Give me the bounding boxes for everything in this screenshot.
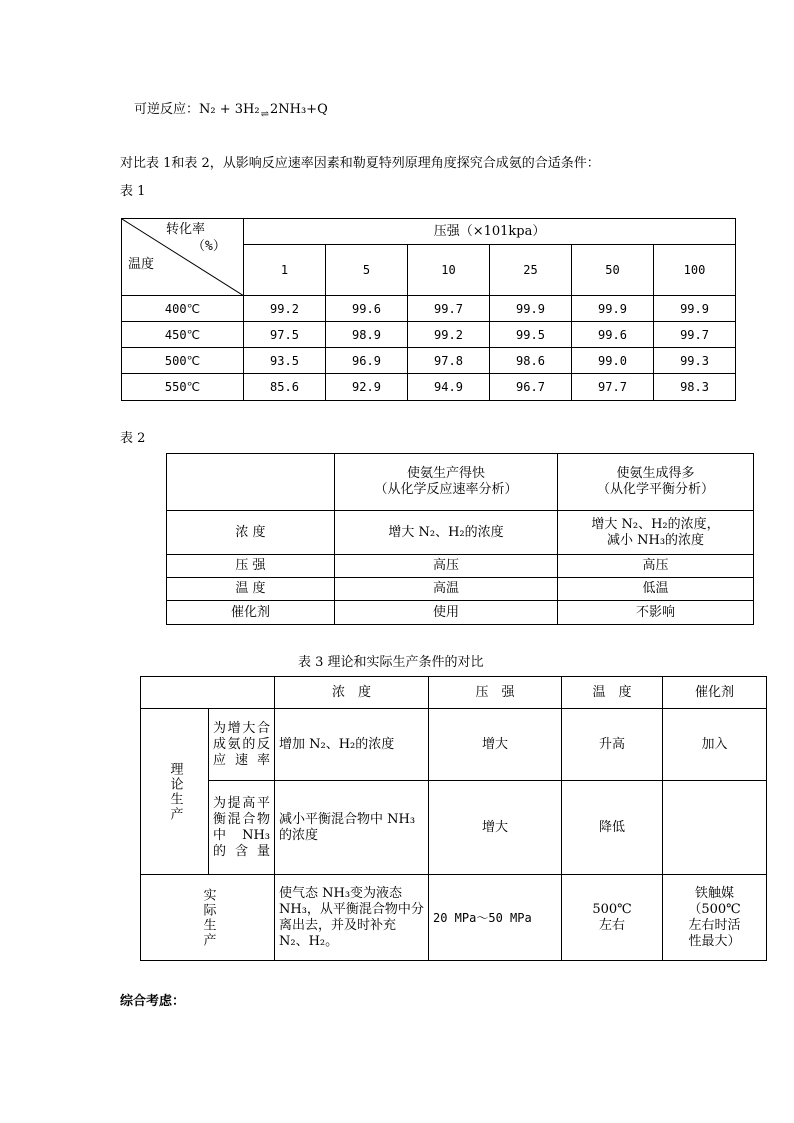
rate-cell: 高压 [335,555,558,578]
eq-cell: 不影响 [558,601,754,625]
table-row [122,296,736,322]
catalyst-line2: （500℃ [688,901,741,917]
catalyst-line4: 性最大） [688,933,741,949]
pressure-cell: 增大 [429,781,562,875]
value-cell: 96.7 [490,374,572,401]
temp-cell: 升高 [562,709,663,781]
table-row [122,322,736,348]
catalyst-cell: 加入 [663,709,767,781]
eq-label: 为提高平衡混合物中 NH₃的含量 [209,781,275,875]
equation-products: 2NH₃+Q [269,102,328,117]
rate-header-line1: 使氨生产得快 [406,466,485,481]
value-cell: 99.6 [572,322,654,348]
eq-header-line2: （从化学平衡分析） [596,482,714,497]
value-cell: 99.6 [326,296,408,322]
rate-header [335,454,558,511]
corner-unit-label: （%） [192,239,226,254]
factor-cell: 温 度 [167,578,335,601]
value-cell: 99.0 [572,348,654,374]
reaction-equation [134,98,328,120]
catalyst-cell [663,781,767,875]
table-row [141,781,767,875]
value-cell: 99.9 [572,296,654,322]
table1-caption: 表 1 [120,184,146,199]
temp-line2: 左右 [598,917,625,933]
value-cell: 99.9 [490,296,572,322]
eq-cell-line1: 增大 N₂、H₂的浓度， [591,516,720,532]
rate-cell: 高温 [335,578,558,601]
table-row [122,374,736,401]
pressure-cell: 20 MPa～50 MPa [429,875,562,961]
table2-empty-header [167,454,335,511]
pressure-header: 压 强 [429,677,562,709]
value-cell: 99.3 [654,348,736,374]
table3-empty-header [141,677,275,709]
pressure-col: 1 [244,245,326,296]
catalyst-line3: 左右时活 [688,917,741,933]
conc-cell: 减小平衡混合物中 NH₃的浓度 [275,781,429,875]
temp-cell: 500℃ [122,348,244,374]
table-row [167,555,754,578]
corner-bottom-label: 温度 [128,257,155,272]
catalyst-header: 催化剂 [663,677,767,709]
summary-heading: 综合考虑： [120,994,186,1009]
theory-label: 理论生产 [167,761,183,822]
table-row [141,875,767,961]
value-cell: 92.9 [326,374,408,401]
factor-cell: 浓 度 [167,511,335,555]
value-cell: 97.7 [572,374,654,401]
table-row [167,578,754,601]
value-cell: 98.9 [326,322,408,348]
pressure-header: 压强（×101kpa） [244,219,736,245]
pressure-col: 50 [572,245,654,296]
table2-caption: 表 2 [120,431,146,446]
temp-cell [562,875,663,961]
value-cell: 85.6 [244,374,326,401]
actual-label-cell [141,875,275,961]
pressure-col: 25 [490,245,572,296]
eq-cell [558,511,754,555]
equation-reactants: N₂ + 3H₂ [199,102,260,117]
value-cell: 98.6 [490,348,572,374]
pressure-cell: 增大 [429,709,562,781]
eq-cell: 高压 [558,555,754,578]
table-row [167,511,754,555]
eq-cell-line2: 减小 NH₃的浓度 [606,532,705,548]
pressure-col: 10 [408,245,490,296]
value-cell: 99.2 [408,322,490,348]
equation-label: 可逆反应： [134,102,200,117]
value-cell: 99.5 [490,322,572,348]
eq-header [558,454,754,511]
rate-cell: 使用 [335,601,558,625]
table1-corner-cell [122,219,244,296]
table-row [167,601,754,625]
factor-cell: 压 强 [167,555,335,578]
rate-header-line2: （从化学反应速率分析） [374,482,518,497]
value-cell: 97.8 [408,348,490,374]
table3 [140,676,767,961]
conc-header: 浓 度 [275,677,429,709]
intro-text: 对比表 1和表 2，从影响反应速率因素和勒夏特列原理角度探究合成氨的合适条件： [120,156,600,171]
temp-cell: 降低 [562,781,663,875]
value-cell: 96.9 [326,348,408,374]
conc-cell: 增加 N₂、H₂的浓度 [275,709,429,781]
pressure-col: 100 [654,245,736,296]
value-cell: 97.5 [244,322,326,348]
temp-line1: 500℃ [592,901,632,917]
value-cell: 94.9 [408,374,490,401]
theory-label-cell [141,709,209,875]
temp-header: 温 度 [562,677,663,709]
pressure-col: 5 [326,245,408,296]
value-cell: 93.5 [244,348,326,374]
value-cell: 99.7 [408,296,490,322]
table2 [166,453,754,625]
value-cell: 98.3 [654,374,736,401]
conc-cell: 使气态 NH₃变为液态 NH₃，从平衡混合物中分离出去，并及时补充 N₂、H₂。 [275,875,429,961]
factor-cell: 催化剂 [167,601,335,625]
table-row [141,709,767,781]
table3-caption: 表 3 理论和实际生产条件的对比 [298,655,484,670]
table-row [122,348,736,374]
eq-cell: 低温 [558,578,754,601]
corner-top-label: 转化率 [166,222,206,237]
temp-cell: 400℃ [122,296,244,322]
catalyst-line1: 铁触媒 [694,885,734,901]
catalyst-cell [663,875,767,961]
actual-label: 实际生产 [200,887,216,948]
rate-label: 为增大合成氨的反应速率 [209,709,275,781]
temp-cell: 450℃ [122,322,244,348]
reversible-arrow-icon: ⇌ [260,109,269,120]
table1 [121,218,736,401]
temp-cell: 550℃ [122,374,244,401]
value-cell: 99.7 [654,322,736,348]
eq-header-line1: 使氨生成得多 [616,466,695,481]
value-cell: 99.2 [244,296,326,322]
value-cell: 99.9 [654,296,736,322]
rate-cell: 增大 N₂、H₂的浓度 [335,511,558,555]
